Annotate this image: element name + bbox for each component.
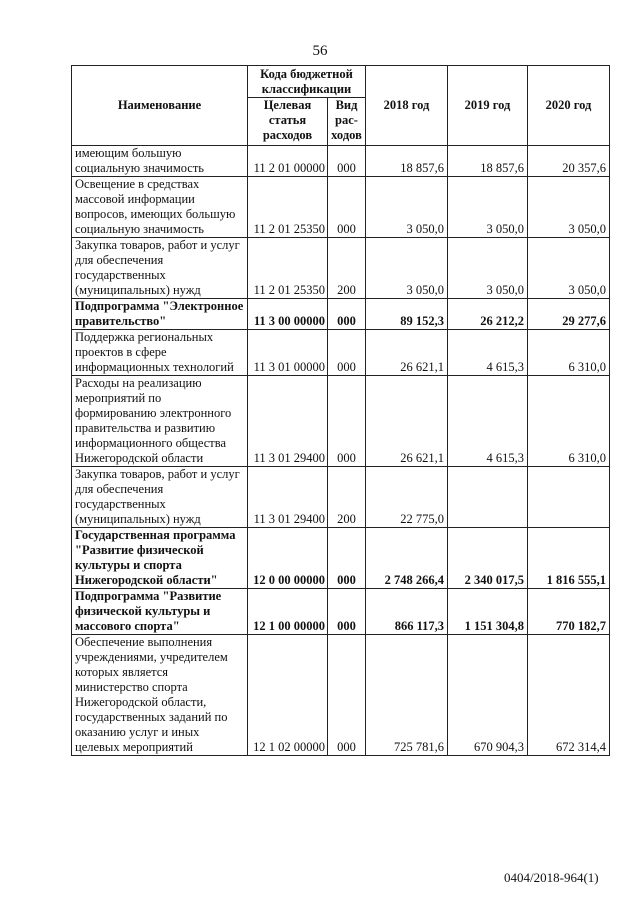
- cell-y2020: 20 357,6: [528, 146, 610, 177]
- cell-vid: 200: [328, 467, 366, 528]
- cell-vid: 000: [328, 528, 366, 589]
- cell-vid: 000: [328, 299, 366, 330]
- header-expense-type: Вид рас-ходов: [328, 98, 366, 146]
- cell-name: Расходы на реализацию мероприятий по формированию электронного правительства и развитию информационного общества Нижегородской области: [72, 376, 248, 467]
- cell-code: 12 1 00 00000: [248, 589, 328, 635]
- cell-name: Государственная программа "Развитие физической культуры и спорта Нижегородской области": [72, 528, 248, 589]
- cell-code: 11 3 01 00000: [248, 330, 328, 376]
- cell-name: Закупка товаров, работ и услуг для обеспечения государственных (муниципальных) нужд: [72, 238, 248, 299]
- cell-name: Поддержка региональных проектов в сфере информационных технологий: [72, 330, 248, 376]
- cell-vid: 000: [328, 177, 366, 238]
- cell-name: Подпрограмма "Электронное правительство": [72, 299, 248, 330]
- cell-y2019: 1 151 304,8: [448, 589, 528, 635]
- cell-y2018: 866 117,3: [366, 589, 448, 635]
- table-row: [72, 589, 610, 635]
- table-row: [72, 376, 610, 467]
- cell-y2020: [528, 467, 610, 528]
- cell-y2019: 2 340 017,5: [448, 528, 528, 589]
- cell-name: Освещение в средствах массовой информации вопросов, имеющих большую социальную значимость: [72, 177, 248, 238]
- table-row: [72, 177, 610, 238]
- table-row: [72, 467, 610, 528]
- header-target-article: Целевая статья расходов: [248, 98, 328, 146]
- cell-name: Закупка товаров, работ и услуг для обеспечения государственных (муниципальных) нужд: [72, 467, 248, 528]
- cell-vid: 000: [328, 330, 366, 376]
- cell-y2018: 26 621,1: [366, 376, 448, 467]
- header-code-group: Кода бюджетной классификации: [248, 66, 366, 98]
- page-number: 56: [312, 43, 328, 59]
- header-year-2020: 2020 год: [528, 66, 610, 146]
- cell-y2018: 18 857,6: [366, 146, 448, 177]
- cell-y2019: 4 615,3: [448, 330, 528, 376]
- cell-y2018: 725 781,6: [366, 635, 448, 756]
- cell-y2018: 26 621,1: [366, 330, 448, 376]
- cell-y2020: 770 182,7: [528, 589, 610, 635]
- cell-y2020: 1 816 555,1: [528, 528, 610, 589]
- table-row: [72, 528, 610, 589]
- cell-y2020: 3 050,0: [528, 177, 610, 238]
- cell-vid: 000: [328, 635, 366, 756]
- cell-vid: 000: [328, 146, 366, 177]
- cell-y2020: 672 314,4: [528, 635, 610, 756]
- cell-y2018: 3 050,0: [366, 238, 448, 299]
- cell-y2020: 6 310,0: [528, 330, 610, 376]
- cell-code: 11 3 01 29400: [248, 467, 328, 528]
- cell-y2018: 89 152,3: [366, 299, 448, 330]
- cell-name: имеющим большую социальную значимость: [72, 146, 248, 177]
- cell-code: 12 0 00 00000: [248, 528, 328, 589]
- cell-code: 12 1 02 00000: [248, 635, 328, 756]
- header-year-2018: 2018 год: [366, 66, 448, 146]
- cell-y2019: 3 050,0: [448, 177, 528, 238]
- cell-vid: 200: [328, 238, 366, 299]
- table-body: [72, 146, 610, 756]
- cell-y2019: 26 212,2: [448, 299, 528, 330]
- document-code: 0404/2018-964(1): [504, 870, 599, 885]
- table-row: [72, 330, 610, 376]
- table-row: [72, 635, 610, 756]
- cell-code: 11 3 01 29400: [248, 376, 328, 467]
- cell-code: 11 2 01 00000: [248, 146, 328, 177]
- budget-table-container: [71, 65, 610, 756]
- cell-vid: 000: [328, 589, 366, 635]
- header-name: Наименование: [72, 66, 248, 146]
- cell-y2020: 3 050,0: [528, 238, 610, 299]
- cell-y2020: 29 277,6: [528, 299, 610, 330]
- cell-y2019: 4 615,3: [448, 376, 528, 467]
- cell-name: Обеспечение выполнения учреждениями, учредителем которых является министерство спорта Нижегородской области, государственных заданий по оказанию услуг и иных целевых мероприятий: [72, 635, 248, 756]
- cell-code: 11 3 00 00000: [248, 299, 328, 330]
- cell-code: 11 2 01 25350: [248, 177, 328, 238]
- cell-y2019: 670 904,3: [448, 635, 528, 756]
- cell-code: 11 2 01 25350: [248, 238, 328, 299]
- cell-y2018: 22 775,0: [366, 467, 448, 528]
- cell-y2019: [448, 467, 528, 528]
- table-row: [72, 146, 610, 177]
- budget-table: [71, 65, 610, 756]
- table-row: [72, 299, 610, 330]
- header-year-2019: 2019 год: [448, 66, 528, 146]
- table-row: [72, 238, 610, 299]
- cell-y2020: 6 310,0: [528, 376, 610, 467]
- cell-name: Подпрограмма "Развитие физической культуры и массового спорта": [72, 589, 248, 635]
- cell-vid: 000: [328, 376, 366, 467]
- cell-y2018: 3 050,0: [366, 177, 448, 238]
- cell-y2019: 18 857,6: [448, 146, 528, 177]
- cell-y2018: 2 748 266,4: [366, 528, 448, 589]
- cell-y2019: 3 050,0: [448, 238, 528, 299]
